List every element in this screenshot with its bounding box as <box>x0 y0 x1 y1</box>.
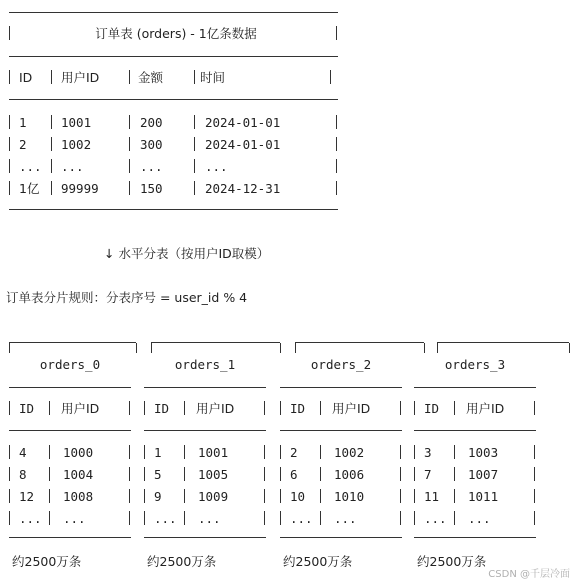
main-table-cell: ... <box>19 159 42 174</box>
main-table-cell: 150 <box>140 181 163 196</box>
shard-border-top <box>437 342 569 343</box>
column-separator <box>194 181 195 195</box>
column-separator <box>414 511 415 525</box>
column-separator <box>144 467 145 481</box>
shard-border-side <box>437 343 438 353</box>
table-header-divider <box>9 99 338 100</box>
column-separator <box>454 467 455 481</box>
shard-cell: 1 <box>154 445 162 460</box>
column-separator <box>320 489 321 503</box>
column-separator <box>9 489 10 503</box>
column-separator <box>184 511 185 525</box>
column-separator <box>534 401 535 415</box>
shard-cell: 2 <box>290 445 298 460</box>
shard-cell: ... <box>198 511 221 526</box>
shard-header: ID <box>290 401 306 416</box>
column-separator <box>9 181 10 195</box>
shard-cell: ... <box>154 511 177 526</box>
column-separator <box>9 159 10 173</box>
column-separator <box>280 489 281 503</box>
table-border-top <box>9 12 338 13</box>
shard-cell: 1003 <box>468 445 499 460</box>
shard-cell: ... <box>63 511 86 526</box>
shard-border-top <box>151 342 280 343</box>
column-separator <box>264 511 265 525</box>
shard-title: orders_1 <box>174 357 236 372</box>
shard-header-divider <box>280 387 402 388</box>
column-separator <box>144 489 145 503</box>
shard-cell: 6 <box>290 467 298 482</box>
shard-header-divider <box>414 387 536 388</box>
shard-title: orders_2 <box>310 357 372 372</box>
column-separator <box>144 511 145 525</box>
column-separator <box>454 511 455 525</box>
column-separator <box>129 137 130 151</box>
column-separator <box>534 489 535 503</box>
column-separator <box>129 115 130 129</box>
shard-cell: 1004 <box>63 467 94 482</box>
column-separator <box>336 115 337 129</box>
shard-cell: 8 <box>19 467 27 482</box>
column-separator <box>9 467 10 481</box>
column-separator <box>51 70 52 84</box>
column-separator <box>414 489 415 503</box>
shard-cell: ... <box>19 511 42 526</box>
column-separator <box>320 401 321 415</box>
main-table-header: 金额 <box>138 70 164 85</box>
column-separator <box>49 511 50 525</box>
main-table-cell: ... <box>140 159 163 174</box>
column-separator <box>400 401 401 415</box>
column-separator <box>280 445 281 459</box>
main-table-cell: 99999 <box>61 181 99 196</box>
shard-cell: 1008 <box>63 489 94 504</box>
column-separator <box>320 467 321 481</box>
column-separator <box>454 445 455 459</box>
column-separator <box>129 401 130 415</box>
column-separator <box>280 401 281 415</box>
column-separator <box>9 445 10 459</box>
column-separator <box>49 401 50 415</box>
column-separator <box>51 181 52 195</box>
column-separator <box>414 445 415 459</box>
shard-header: ID <box>19 401 35 416</box>
shard-header-divider <box>9 387 131 388</box>
shard-header: ID <box>424 401 440 416</box>
table-border-right <box>336 26 337 40</box>
shard-cell: 3 <box>424 445 432 460</box>
column-separator <box>194 137 195 151</box>
column-separator <box>129 70 130 84</box>
column-separator <box>51 115 52 129</box>
shard-cell: ... <box>424 511 447 526</box>
shard-cell: 9 <box>154 489 162 504</box>
shard-header-divider <box>9 430 131 431</box>
shard-cell: ... <box>334 511 357 526</box>
main-table-cell: 2024-01-01 <box>205 115 281 130</box>
watermark: CSDN @千层冷面 <box>488 569 570 580</box>
shard-row-count: 约2500万条 <box>417 554 487 569</box>
shard-cell: 1002 <box>334 445 365 460</box>
shard-border-side <box>295 343 296 353</box>
shard-cell: 10 <box>290 489 306 504</box>
shard-header: 用户ID <box>61 401 100 416</box>
column-separator <box>264 445 265 459</box>
shard-border-side <box>569 343 570 353</box>
column-separator <box>144 445 145 459</box>
main-table-cell: 1亿 <box>19 181 40 196</box>
shard-title: orders_3 <box>444 357 506 372</box>
column-separator <box>400 489 401 503</box>
column-separator <box>184 489 185 503</box>
table-header-divider <box>9 56 338 57</box>
column-separator <box>9 70 10 84</box>
column-separator <box>9 115 10 129</box>
shard-cell: ... <box>290 511 313 526</box>
shard-border-bottom <box>9 537 131 538</box>
shard-header: ID <box>154 401 170 416</box>
shard-cell: 1006 <box>334 467 365 482</box>
column-separator <box>534 467 535 481</box>
column-separator <box>194 159 195 173</box>
column-separator <box>264 489 265 503</box>
column-separator <box>336 159 337 173</box>
shard-cell: 1001 <box>198 445 229 460</box>
shard-title: orders_0 <box>39 357 101 372</box>
shard-border-side <box>136 343 137 353</box>
shard-header: 用户ID <box>466 401 505 416</box>
shard-cell: 1010 <box>334 489 365 504</box>
main-table-cell: 1002 <box>61 137 92 152</box>
column-separator <box>280 467 281 481</box>
column-separator <box>336 181 337 195</box>
column-separator <box>400 445 401 459</box>
shard-header: 用户ID <box>196 401 235 416</box>
column-separator <box>184 401 185 415</box>
column-separator <box>454 401 455 415</box>
column-separator <box>144 401 145 415</box>
column-separator <box>336 137 337 151</box>
main-table-cell: 200 <box>140 115 163 130</box>
main-table-cell: 2024-01-01 <box>205 137 281 152</box>
column-separator <box>184 445 185 459</box>
column-separator <box>414 401 415 415</box>
column-separator <box>320 445 321 459</box>
column-separator <box>9 511 10 525</box>
main-table-cell: 1001 <box>61 115 92 130</box>
column-separator <box>49 445 50 459</box>
main-table-cell: 2 <box>19 137 27 152</box>
shard-border-bottom <box>280 537 402 538</box>
column-separator <box>534 511 535 525</box>
column-separator <box>129 181 130 195</box>
shard-header: 用户ID <box>332 401 371 416</box>
main-table-cell: 300 <box>140 137 163 152</box>
column-separator <box>194 70 195 84</box>
shard-row-count: 约2500万条 <box>147 554 217 569</box>
column-separator <box>414 467 415 481</box>
shard-rule: 订单表分片规则：分表序号 = user_id % 4 <box>6 290 248 305</box>
shard-row-count: 约2500万条 <box>12 554 82 569</box>
shard-cell: 1011 <box>468 489 499 504</box>
column-separator <box>280 511 281 525</box>
column-separator <box>194 115 195 129</box>
shard-cell: 5 <box>154 467 162 482</box>
column-separator <box>454 489 455 503</box>
shard-cell: 4 <box>19 445 27 460</box>
shard-cell: 12 <box>19 489 35 504</box>
shard-cell: 1005 <box>198 467 229 482</box>
shard-row-count: 约2500万条 <box>283 554 353 569</box>
shard-cell: 1000 <box>63 445 94 460</box>
column-separator <box>330 70 331 84</box>
shard-border-top <box>9 342 136 343</box>
shard-header-divider <box>280 430 402 431</box>
shard-cell: 1009 <box>198 489 229 504</box>
main-table-header: 时间 <box>200 70 226 85</box>
column-separator <box>129 159 130 173</box>
shard-header-divider <box>144 430 266 431</box>
main-table-header: ID <box>19 70 33 85</box>
shard-header-divider <box>414 430 536 431</box>
main-table-cell: ... <box>205 159 228 174</box>
column-separator <box>264 467 265 481</box>
column-separator <box>184 467 185 481</box>
column-separator <box>400 467 401 481</box>
shard-cell: 1007 <box>468 467 499 482</box>
shard-border-side <box>9 343 10 353</box>
main-table-cell: ... <box>61 159 84 174</box>
shard-cell: ... <box>468 511 491 526</box>
shard-cell: 11 <box>424 489 440 504</box>
column-separator <box>51 159 52 173</box>
table-border-left <box>9 26 10 40</box>
shard-border-top <box>295 342 424 343</box>
shard-header-divider <box>144 387 266 388</box>
shard-border-bottom <box>144 537 266 538</box>
main-table-cell: 2024-12-31 <box>205 181 281 196</box>
column-separator <box>9 401 10 415</box>
main-table-title: 订单表 (orders) - 1亿条数据 <box>95 26 257 41</box>
column-separator <box>129 467 130 481</box>
split-arrow-label: ↓ 水平分表（按用户ID取模） <box>104 246 270 261</box>
main-table-cell: 1 <box>19 115 27 130</box>
shard-cell: 7 <box>424 467 432 482</box>
main-table-header: 用户ID <box>61 70 100 85</box>
column-separator <box>400 511 401 525</box>
shard-border-bottom <box>414 537 536 538</box>
column-separator <box>49 467 50 481</box>
column-separator <box>264 401 265 415</box>
shard-border-side <box>151 343 152 353</box>
column-separator <box>129 511 130 525</box>
table-border-bottom <box>9 209 338 210</box>
column-separator <box>129 489 130 503</box>
column-separator <box>320 511 321 525</box>
column-separator <box>49 489 50 503</box>
column-separator <box>9 137 10 151</box>
shard-border-side <box>424 343 425 353</box>
column-separator <box>51 137 52 151</box>
column-separator <box>534 445 535 459</box>
shard-border-side <box>280 343 281 353</box>
column-separator <box>129 445 130 459</box>
